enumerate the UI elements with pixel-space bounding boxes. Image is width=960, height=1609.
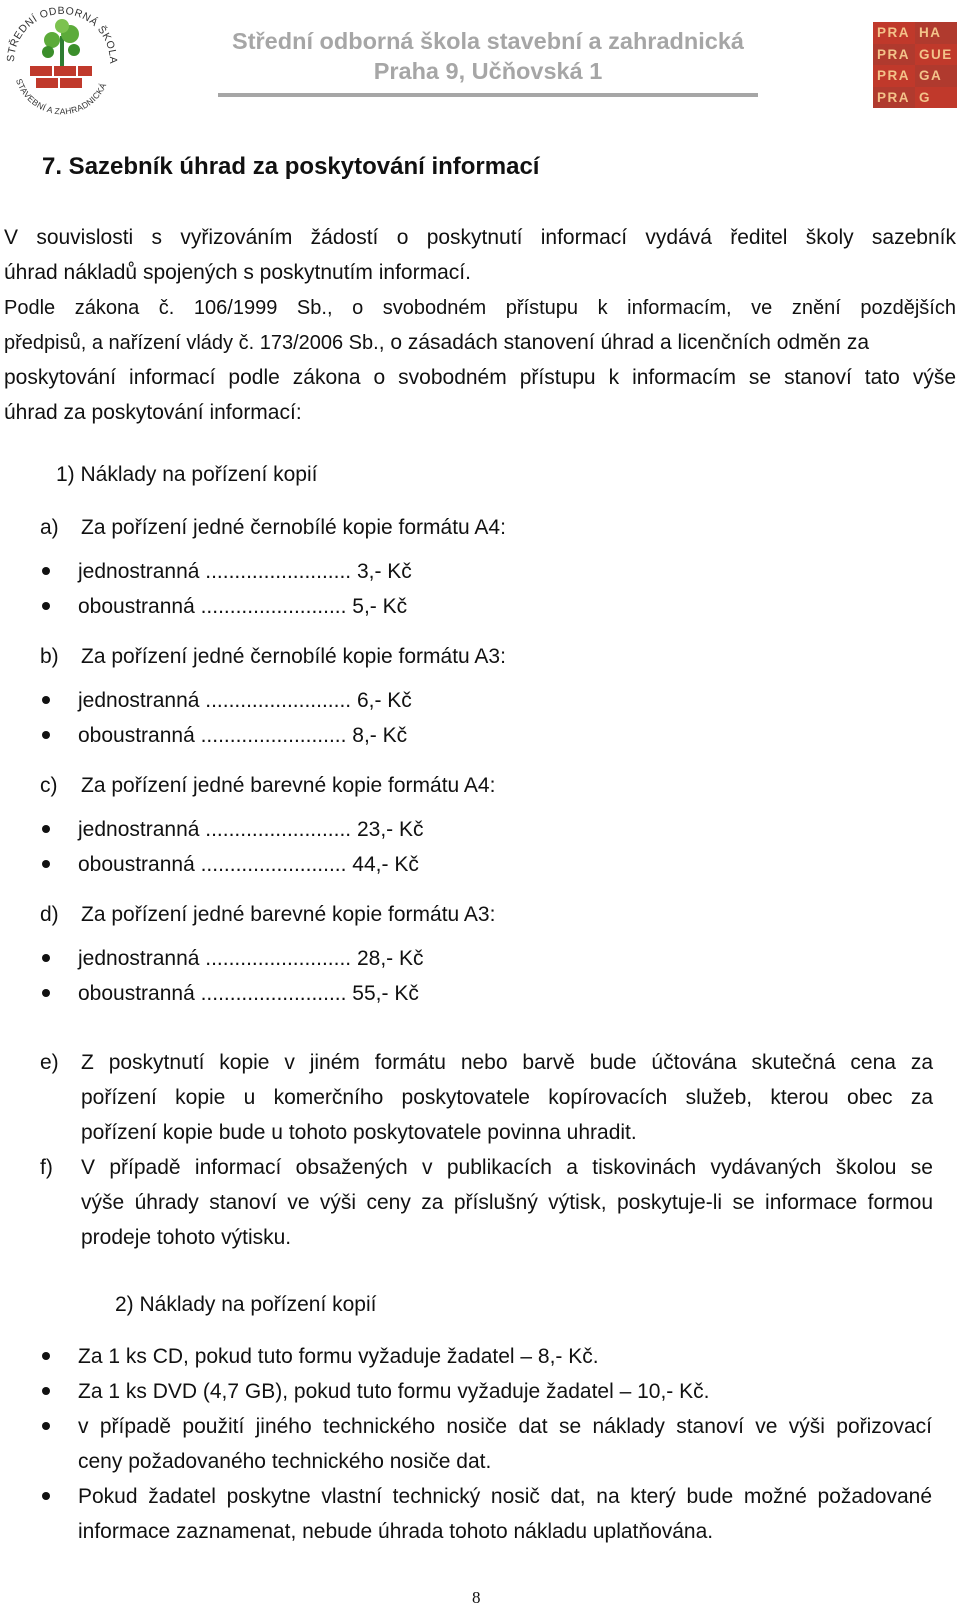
bullet-icon [42, 696, 50, 704]
price-item: oboustranná ......................... 44,- Kč [78, 853, 419, 876]
price-item: jednostranná ......................... 23,- Kč [78, 818, 424, 841]
section2-item-cont: ceny požadovaného technického nosiče dat. [78, 1450, 492, 1473]
price-item: oboustranná ......................... 55,- Kč [78, 982, 419, 1005]
praha-logo [873, 22, 957, 108]
intro-law-line [4, 325, 869, 361]
section2-title: 2) Náklady na pořízení kopií [115, 1293, 377, 1316]
logo-ring-text-top: STŘEDNÍ ODBORNÁ ŠKOLA [4, 4, 120, 65]
praha-cell: PRA [873, 87, 915, 109]
bullet-icon [42, 989, 50, 997]
group-title: Za pořízení jedné černobílé kopie formátu A4: [81, 516, 506, 539]
praha-cell: G [915, 87, 957, 109]
praha-cell: PRA [873, 22, 915, 44]
item-f-line: výše úhrady stanoví ve výši ceny za příslušný výtisk, poskytuje-li se informace formou [81, 1191, 933, 1214]
group-label: d) [40, 903, 59, 926]
intro-line: úhrad nákladů spojených s poskytnutím informací. [4, 261, 471, 284]
section2-item: v případě použití jiného technického nosiče dat se náklady stanoví ve výši pořizovací [78, 1415, 932, 1438]
bullet-icon [42, 954, 50, 962]
group-title: Za pořízení jedné černobílé kopie formátu A3: [81, 645, 506, 668]
praha-cell: GUE [915, 44, 957, 66]
item-e-line: Z poskytnutí kopie v jiném formátu nebo barvě bude účtována skutečná cena za [81, 1051, 933, 1074]
bullet-icon [42, 1492, 50, 1500]
price-item: oboustranná ......................... 5,- Kč [78, 595, 408, 618]
group-label: b) [40, 645, 59, 668]
intro-line: poskytování informací podle zákona o svobodném přístupu k informacím se stanoví tato výše [4, 366, 956, 389]
group-title: Za pořízení jedné barevné kopie formátu A4: [81, 774, 496, 797]
item-f-line: V případě informací obsažených v publikacích a tiskovinách vydávaných školou se [81, 1156, 933, 1179]
bullet-icon [42, 731, 50, 739]
law-text: , o zásadách stanovení úhrad a licenčních odměn za [378, 331, 869, 354]
school-address: Praha 9, Učňovská 1 [373, 58, 603, 84]
intro-line: V souvislosti s vyřizováním žádostí o poskytnutí informací vydává ředitel školy sazebník [4, 226, 956, 249]
section-title: 7. Sazebník úhrad za poskytování informací [42, 153, 540, 180]
law-text: , o svobodném přístupu k informacím, ve znění pozdějších [326, 297, 956, 319]
praha-cell: PRA [873, 65, 915, 87]
law-reference: Podle zákona č. 106/1999 Sb. [4, 297, 327, 319]
bullet-icon [42, 1387, 50, 1395]
header-title [218, 26, 758, 86]
intro-law-line [4, 290, 956, 326]
section1-title: 1) Náklady na pořízení kopií [56, 463, 318, 486]
header-rule [218, 93, 758, 97]
price-item: oboustranná ......................... 8,- Kč [78, 724, 408, 747]
law-reference: předpisů, a nařízení vlády č. 173/2006 Sb. [4, 332, 379, 354]
item-e-label: e) [40, 1051, 59, 1074]
section2-item: Za 1 ks CD, pokud tuto formu vyžaduje žadatel – 8,- Kč. [78, 1345, 599, 1368]
bullet-icon [42, 602, 50, 610]
section2-item: Za 1 ks DVD (4,7 GB), pokud tuto formu vyžaduje žadatel – 10,- Kč. [78, 1380, 710, 1403]
bullet-icon [42, 825, 50, 833]
section2-item-cont: informace zaznamenat, nebude úhrada tohoto nákladu uplatňována. [78, 1520, 714, 1543]
praha-cell: HA [915, 22, 957, 44]
group-label: a) [40, 516, 59, 539]
bullet-icon [42, 567, 50, 575]
item-f-label: f) [40, 1156, 53, 1179]
price-item: jednostranná ......................... 6,- Kč [78, 689, 412, 712]
school-logo [0, 0, 125, 125]
bullet-icon [42, 1422, 50, 1430]
item-f-line: prodeje tohoto výtisku. [81, 1226, 292, 1249]
item-e-line: pořízení kopie bude u tohoto poskytovatele povinna uhradit. [81, 1121, 637, 1144]
group-label: c) [40, 774, 58, 797]
item-e-line: pořízení kopie u komerčního poskytovatele kopírovacích služeb, kterou obec za [81, 1086, 933, 1109]
bullet-icon [42, 860, 50, 868]
school-name: Střední odborná škola stavební a zahradnická [232, 28, 744, 54]
praha-cell: PRA [873, 44, 915, 66]
section2-item: Pokud žadatel poskytne vlastní technický nosič dat, na který bude možné požadované [78, 1485, 932, 1508]
logo-ring-text-bottom: STAVEBNÍ A ZAHRADNICKÁ [14, 77, 109, 117]
praha-cell: GA [915, 65, 957, 87]
price-item: jednostranná ......................... 3,- Kč [78, 560, 412, 583]
group-title: Za pořízení jedné barevné kopie formátu A3: [81, 903, 496, 926]
price-item: jednostranná ......................... 28,- Kč [78, 947, 424, 970]
bullet-icon [42, 1352, 50, 1360]
intro-line: úhrad za poskytování informací: [4, 401, 302, 424]
page-number: 8 [472, 1588, 481, 1607]
